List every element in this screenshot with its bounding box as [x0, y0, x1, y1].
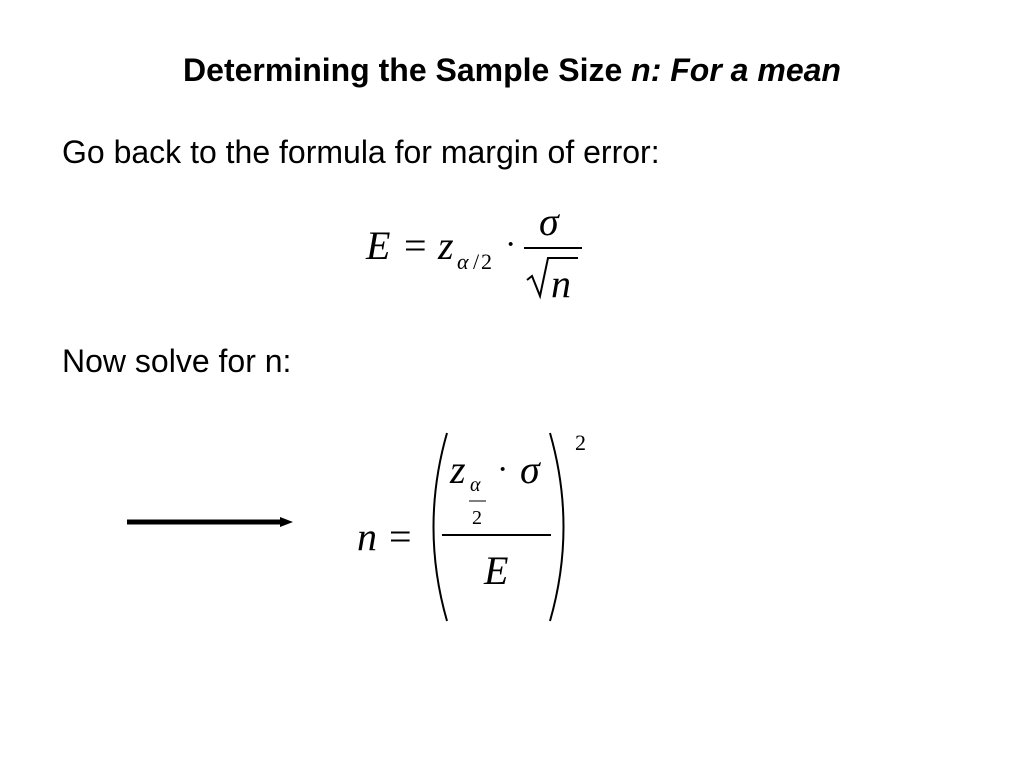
f2-e: E [484, 548, 509, 593]
slide-title-italic: n: For a mean [631, 52, 841, 88]
solve-text: Now solve for n: [62, 343, 292, 379]
f2-z: z [450, 447, 466, 492]
f1-n: n [551, 261, 571, 306]
f2-equals: = [389, 514, 412, 559]
slide-title-main: Determining the Sample Size [183, 52, 632, 88]
f1-two: 2 [481, 249, 492, 274]
f2-right-paren [550, 433, 564, 621]
f1-dot: · [505, 226, 517, 263]
f1-sigma: σ [539, 199, 559, 244]
f2-left-paren [434, 433, 448, 621]
f2-sigma: σ [520, 447, 540, 492]
f1-equals: = [404, 223, 427, 268]
f2-two: 2 [472, 507, 482, 529]
f2-exponent: 2 [575, 430, 586, 455]
f1-e: E [366, 223, 391, 268]
f2-alpha: α [470, 474, 481, 496]
intro-text: Go back to the formula for margin of error: [62, 134, 660, 170]
f1-slash: / [473, 249, 480, 274]
f1-alpha: α [457, 249, 469, 274]
f2-n: n [357, 514, 377, 559]
f1-z: z [438, 223, 454, 268]
f2-dot: · [497, 451, 509, 488]
